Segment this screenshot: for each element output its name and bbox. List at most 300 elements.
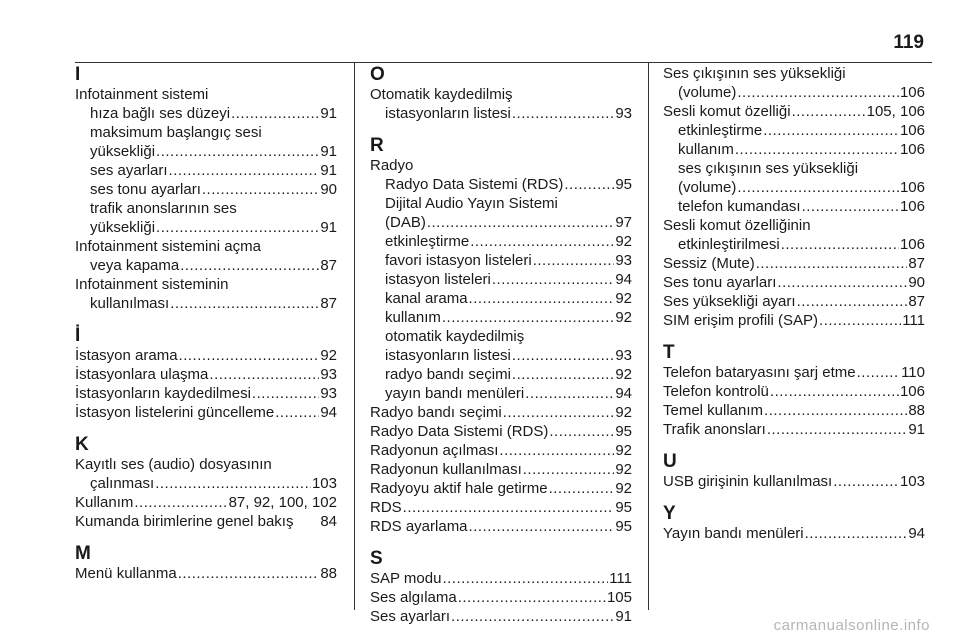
index-entry-line	[75, 455, 337, 474]
page-reference[interactable]: 91	[320, 143, 337, 160]
entry-text: Infotainment sistemi	[75, 86, 209, 103]
index-entry-line	[663, 273, 925, 292]
page-reference[interactable]: 92	[320, 347, 337, 364]
index-entry-line	[75, 564, 337, 583]
index-entry	[75, 346, 337, 365]
dot-leader	[209, 365, 319, 384]
index-entry-line	[75, 104, 337, 123]
dot-leader	[512, 346, 614, 365]
index-entry	[370, 384, 632, 403]
index-entry-line	[663, 197, 925, 216]
index-entry-line	[370, 365, 632, 384]
index-entry	[370, 588, 632, 607]
index-entry-line	[75, 275, 337, 294]
dot-leader	[737, 83, 899, 102]
entry-text: Sessiz (Mute)	[663, 255, 755, 272]
dot-leader	[442, 569, 608, 588]
index-entry-line	[75, 512, 337, 531]
index-entry	[370, 270, 632, 289]
watermark: carmanualsonline.info	[773, 617, 930, 634]
entry-text: radyo bandı seçimi	[385, 366, 511, 383]
index-entry	[370, 194, 632, 232]
dot-leader	[155, 474, 311, 493]
entry-text: Menü kullanma	[75, 565, 177, 582]
index-entry-line	[663, 311, 925, 330]
page-reference[interactable]: 92	[615, 309, 632, 326]
section-letter: K	[75, 434, 89, 455]
index-entry	[663, 102, 925, 121]
dot-leader	[525, 384, 614, 403]
page-reference[interactable]: 91	[320, 219, 337, 236]
page-reference[interactable]: 93	[320, 366, 337, 383]
index-entry-line	[663, 102, 925, 121]
index-entry-line	[663, 254, 925, 273]
dot-leader	[512, 365, 614, 384]
entry-text: favori istasyon listeleri	[385, 252, 532, 269]
section-letter: S	[370, 548, 383, 569]
dot-leader	[180, 256, 319, 275]
section-letter: T	[663, 342, 675, 363]
index-entry-line	[663, 140, 925, 159]
index-entry-line	[370, 232, 632, 251]
dot-leader	[427, 213, 614, 232]
index-entry-line	[370, 213, 632, 232]
entry-text: (DAB)	[385, 214, 426, 231]
dot-leader	[781, 235, 899, 254]
index-entry-line	[663, 472, 925, 491]
entry-text: Sesli komut özelliğinin	[663, 217, 811, 234]
dot-leader	[819, 311, 901, 330]
index-entry-line	[370, 156, 632, 175]
index-entry	[75, 455, 337, 493]
entry-text: yüksekliği	[90, 143, 156, 160]
page-reference[interactable]: 105	[606, 589, 632, 606]
index-entry	[663, 363, 925, 382]
entry-text: hıza bağlı ses düzeyi	[90, 105, 231, 122]
index-entry	[75, 403, 337, 422]
index-section	[663, 342, 925, 439]
index-entry	[75, 237, 337, 275]
index-entry-line	[370, 588, 632, 607]
page-reference[interactable]: 106	[899, 198, 925, 215]
index-entry	[370, 441, 632, 460]
index-entry-line	[663, 382, 925, 401]
entry-text: yayın bandı menüleri	[385, 385, 525, 402]
index-entry	[663, 420, 925, 439]
index-entry-line	[663, 292, 925, 311]
page-reference[interactable]: 93	[615, 347, 632, 364]
entry-text: yüksekliği	[90, 219, 156, 236]
page-reference[interactable]: 88	[320, 565, 337, 582]
entry-text: SIM erişim profili (SAP)	[663, 312, 819, 329]
dot-leader	[523, 460, 615, 479]
entry-text: RDS	[370, 499, 402, 516]
index-section	[75, 434, 337, 531]
page-number: 119	[893, 32, 924, 53]
index-entry-line	[663, 524, 925, 543]
entry-text: istasyonların listesi	[385, 347, 511, 364]
index-entry	[663, 64, 925, 102]
index-entry	[75, 365, 337, 384]
dot-leader	[792, 102, 866, 121]
page-reference[interactable]: 106	[899, 122, 925, 139]
index-entry-line	[75, 218, 337, 237]
page-reference[interactable]: 106	[899, 179, 925, 196]
dot-leader	[442, 308, 614, 327]
page-reference[interactable]: 105, 106	[866, 103, 925, 120]
index-entry-line	[370, 270, 632, 289]
entry-text: Radyo bandı seçimi	[370, 404, 502, 421]
index-column-3	[663, 64, 925, 555]
entry-text: Ses algılama	[370, 589, 457, 606]
index-entry	[663, 292, 925, 311]
index-entry	[75, 493, 337, 512]
entry-text: Ses çıkışının ses yüksekliği	[663, 65, 846, 82]
entry-text: Kullanım	[75, 494, 134, 511]
section-letter: I	[75, 64, 81, 85]
index-entry	[663, 197, 925, 216]
index-entry	[663, 140, 925, 159]
entry-text: Radyonun açılması	[370, 442, 499, 459]
index-entry-line	[75, 161, 337, 180]
index-column-2	[370, 64, 632, 638]
index-entry	[75, 161, 337, 180]
dot-leader	[170, 294, 319, 313]
index-section	[663, 503, 925, 543]
index-entry	[370, 251, 632, 270]
dot-leader	[533, 251, 615, 270]
index-entry	[370, 607, 632, 626]
index-entry	[663, 401, 925, 420]
index-entry-line	[370, 517, 632, 536]
index-entry	[663, 216, 925, 254]
dot-leader	[156, 142, 319, 161]
dot-leader	[134, 493, 227, 512]
dot-leader	[178, 564, 320, 583]
dot-leader	[764, 401, 907, 420]
index-entry-line	[370, 104, 632, 123]
dot-leader	[275, 403, 319, 422]
index-entry-line	[663, 401, 925, 420]
page-reference[interactable]: 95	[615, 176, 632, 193]
index-column-1	[75, 64, 337, 595]
entry-text: Radyo	[370, 157, 414, 174]
entry-text: Kayıtlı ses (audio) dosyasının	[75, 456, 272, 473]
entry-text: etkinleştirme	[678, 122, 763, 139]
index-entry	[75, 123, 337, 161]
index-section	[75, 543, 337, 583]
index-section	[75, 325, 337, 422]
page-reference[interactable]: 103	[899, 473, 925, 490]
index-section	[370, 64, 632, 123]
index-entry	[663, 121, 925, 140]
header-rule	[75, 62, 932, 63]
page-reference[interactable]: 110	[901, 364, 925, 381]
dot-leader	[512, 104, 614, 123]
dot-leader	[492, 270, 614, 289]
index-entry	[75, 275, 337, 313]
index-entry	[663, 472, 925, 491]
entry-text: Temel kullanım	[663, 402, 764, 419]
page-reference[interactable]: 87	[908, 255, 925, 272]
dot-leader	[202, 180, 319, 199]
index-entry-line	[370, 498, 632, 517]
index-entry	[370, 498, 632, 517]
page-reference[interactable]: 87	[320, 257, 337, 274]
dot-leader	[737, 178, 899, 197]
index-entry-line	[370, 289, 632, 308]
index-entry	[370, 327, 632, 365]
dot-leader	[797, 292, 908, 311]
index-entry	[370, 422, 632, 441]
entry-text: USB girişinin kullanılması	[663, 473, 833, 490]
page-reference[interactable]: 94	[615, 271, 632, 288]
entry-text: ses tonu ayarları	[90, 181, 201, 198]
index-entry-line	[75, 384, 337, 403]
dot-leader	[469, 517, 615, 536]
page-reference[interactable]: 93	[615, 252, 632, 269]
entry-text: Telefon kontrolü	[663, 383, 769, 400]
page-reference[interactable]: 95	[615, 423, 632, 440]
index-entry	[370, 175, 632, 194]
page-reference[interactable]: 94	[320, 404, 337, 421]
page-reference[interactable]: 90	[320, 181, 337, 198]
entry-text: Dijital Audio Yayın Sistemi	[385, 195, 558, 212]
index-entry	[75, 180, 337, 199]
page-reference[interactable]: 87	[908, 293, 925, 310]
index-entry	[663, 311, 925, 330]
entry-text: Telefon bataryasını şarj etme	[663, 364, 856, 381]
index-entry	[370, 517, 632, 536]
index-entry-line	[75, 180, 337, 199]
page-reference[interactable]: 91	[320, 162, 337, 179]
entry-text: İstasyon listelerini güncelleme	[75, 404, 275, 421]
index-entry-line	[663, 235, 925, 254]
section-letter: İ	[75, 325, 81, 346]
index-entry-line	[663, 64, 925, 83]
index-entry-line	[75, 199, 337, 218]
entry-text: Radyonun kullanılması	[370, 461, 522, 478]
entry-text: veya kapama	[90, 257, 180, 274]
dot-leader	[179, 346, 320, 365]
dot-leader	[756, 254, 908, 273]
entry-text: telefon kumandası	[678, 198, 801, 215]
index-entry	[370, 308, 632, 327]
dot-leader	[156, 218, 319, 237]
entry-text: etkinleştirilmesi	[678, 236, 780, 253]
page-reference[interactable]: 92	[615, 366, 632, 383]
index-entry-line	[75, 256, 337, 275]
index-entry-line	[370, 607, 632, 626]
index-entry-line	[75, 474, 337, 493]
index-entry-line	[663, 216, 925, 235]
entry-text: Yayın bandı menüleri	[663, 525, 804, 542]
index-entry	[370, 289, 632, 308]
page-reference[interactable]: 106	[899, 84, 925, 101]
index-entry	[370, 479, 632, 498]
entry-text: İstasyonların kaydedilmesi	[75, 385, 251, 402]
index-section	[75, 64, 337, 313]
entry-text: İstasyonlara ulaşma	[75, 366, 209, 383]
column-divider	[648, 62, 649, 610]
index-entry-line	[75, 142, 337, 161]
entry-text: trafik anonslarının ses	[90, 200, 237, 217]
index-entry-line	[663, 420, 925, 439]
section-letter: O	[370, 64, 385, 85]
section-letter: R	[370, 135, 384, 156]
dot-leader	[805, 524, 908, 543]
index-entry-line	[663, 83, 925, 102]
index-entry	[75, 564, 337, 583]
entry-text: SAP modu	[370, 570, 442, 587]
index-entry-line	[370, 327, 632, 346]
entry-text: Infotainment sisteminin	[75, 276, 229, 293]
entry-text: çalınması	[90, 475, 155, 492]
dot-leader	[470, 232, 614, 251]
entry-text: otomatik kaydedilmiş	[385, 328, 525, 345]
index-entry-line	[663, 121, 925, 140]
page-reference[interactable]: 106	[899, 383, 925, 400]
page-reference[interactable]: 92	[615, 480, 632, 497]
entry-text: Trafik anonsları	[663, 421, 766, 438]
page-reference[interactable]: 95	[615, 499, 632, 516]
page-reference[interactable]: 92	[615, 290, 632, 307]
page-reference[interactable]: 111	[902, 312, 925, 329]
index-entry	[370, 569, 632, 588]
dot-leader	[564, 175, 614, 194]
entry-text: etkinleştirme	[385, 233, 470, 250]
page-reference[interactable]: 94	[908, 525, 925, 542]
page-reference[interactable]: 92	[615, 461, 632, 478]
index-entry-line	[75, 85, 337, 104]
entry-text: Otomatik kaydedilmiş	[370, 86, 513, 103]
index-entry-line	[370, 422, 632, 441]
index-entry	[370, 403, 632, 422]
page-reference[interactable]: 87	[320, 295, 337, 312]
dot-leader	[777, 273, 907, 292]
index-section	[663, 64, 925, 330]
entry-text: istasyonların listesi	[385, 105, 511, 122]
page-reference[interactable]: 91	[320, 105, 337, 122]
entry-text: Ses ayarları	[370, 608, 451, 625]
entry-text: Radyo Data Sistemi (RDS)	[370, 423, 549, 440]
index-entry	[370, 460, 632, 479]
page-reference[interactable]: 97	[615, 214, 632, 231]
page-reference[interactable]: 90	[908, 274, 925, 291]
dot-leader	[549, 422, 614, 441]
page-reference[interactable]: 106	[899, 236, 925, 253]
index-entry	[370, 85, 632, 123]
index-entry-line	[75, 365, 337, 384]
index-entry-line	[75, 403, 337, 422]
entry-text: Kumanda birimlerine genel bakış	[75, 513, 294, 530]
index-entry-line	[370, 251, 632, 270]
entry-text: İstasyon arama	[75, 347, 178, 364]
page-reference[interactable]: 87, 92, 100, 102	[228, 494, 337, 511]
entry-text: Sesli komut özelliği	[663, 103, 791, 120]
index-entry-line	[370, 85, 632, 104]
page-reference[interactable]: 84	[320, 513, 337, 530]
dot-leader	[499, 441, 614, 460]
dot-leader	[857, 363, 900, 382]
index-section	[370, 548, 632, 626]
page-reference[interactable]: 92	[615, 233, 632, 250]
index-entry-line	[370, 403, 632, 422]
dot-leader	[231, 104, 319, 123]
entry-text: Infotainment sistemini açma	[75, 238, 261, 255]
index-entry-line	[370, 460, 632, 479]
index-entry-line	[663, 178, 925, 197]
page-reference[interactable]: 92	[615, 442, 632, 459]
index-entry	[75, 104, 337, 123]
page-reference[interactable]: 93	[615, 105, 632, 122]
index-entry-line	[370, 441, 632, 460]
page-reference[interactable]: 103	[311, 475, 337, 492]
index-entry-line	[663, 363, 925, 382]
dot-leader	[735, 140, 899, 159]
index-entry-line	[75, 237, 337, 256]
index-section	[663, 451, 925, 491]
index-entry	[75, 384, 337, 403]
section-letter: Y	[663, 503, 676, 524]
index-entry	[663, 524, 925, 543]
entry-text: ses ayarları	[90, 162, 168, 179]
entry-text: kullanılması	[90, 295, 170, 312]
dot-leader	[252, 384, 319, 403]
page-reference[interactable]: 92	[615, 404, 632, 421]
index-entry-line	[75, 294, 337, 313]
dot-leader	[763, 121, 899, 140]
dot-leader	[770, 382, 899, 401]
index-entry-line	[370, 175, 632, 194]
entry-text: Ses tonu ayarları	[663, 274, 777, 291]
dot-leader	[169, 161, 320, 180]
entry-text: Radyo Data Sistemi (RDS)	[385, 176, 564, 193]
index-section	[370, 135, 632, 536]
page-reference[interactable]: 94	[615, 385, 632, 402]
page-reference[interactable]: 95	[615, 518, 632, 535]
index-entry-line	[75, 346, 337, 365]
section-letter: U	[663, 451, 677, 472]
page-reference[interactable]: 106	[899, 141, 925, 158]
index-entry	[75, 512, 337, 531]
dot-leader	[458, 588, 606, 607]
entry-text: (volume)	[678, 179, 737, 196]
page-reference[interactable]: 91	[615, 608, 632, 625]
index-entry	[370, 232, 632, 251]
entry-text: RDS ayarlama	[370, 518, 468, 535]
page-reference[interactable]: 88	[908, 402, 925, 419]
index-entry-line	[370, 308, 632, 327]
index-entry-line	[370, 569, 632, 588]
page-reference[interactable]: 91	[908, 421, 925, 438]
index-entry	[75, 199, 337, 237]
dot-leader	[451, 607, 614, 626]
page-reference[interactable]: 111	[609, 570, 632, 587]
index-entry	[663, 382, 925, 401]
dot-leader	[503, 403, 615, 422]
index-entry-line	[663, 159, 925, 178]
page-reference[interactable]: 93	[320, 385, 337, 402]
entry-text: kullanım	[678, 141, 734, 158]
dot-leader	[469, 289, 615, 308]
entry-text: istasyon listeleri	[385, 271, 491, 288]
entry-text: kanal arama	[385, 290, 468, 307]
column-divider	[354, 62, 355, 610]
index-entry	[663, 159, 925, 197]
dot-leader	[767, 420, 907, 439]
entry-text: maksimum başlangıç sesi	[90, 124, 262, 141]
